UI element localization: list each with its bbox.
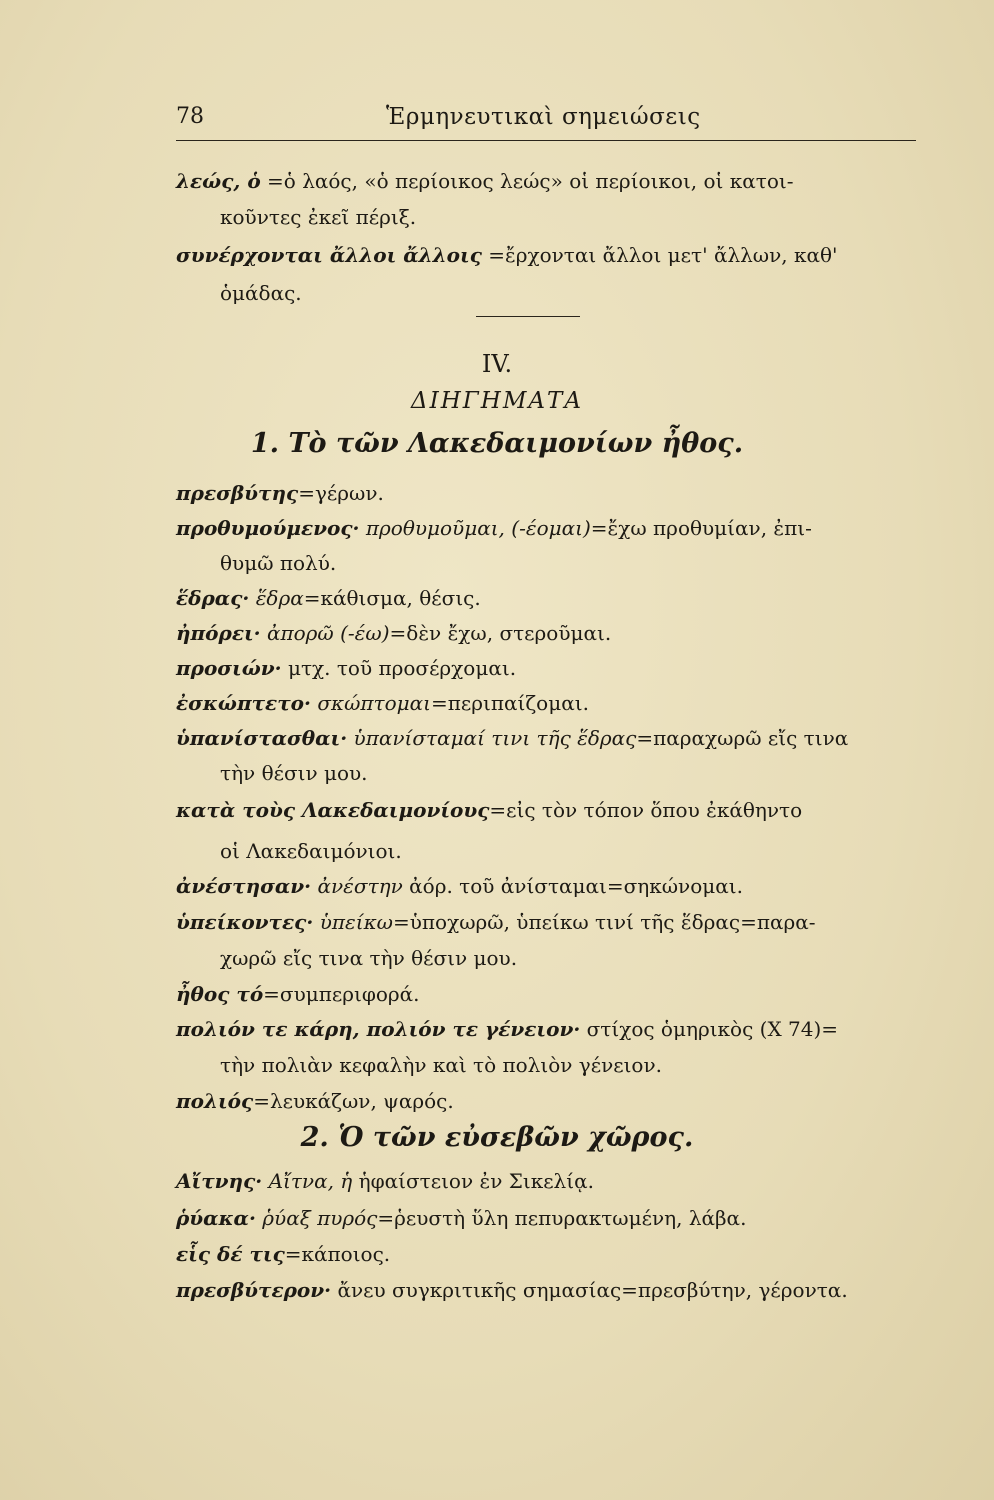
entry-form: ῥύαξ πυρός — [262, 1206, 378, 1230]
entry-text: =κάποιος. — [284, 1242, 391, 1266]
entry-text: =περιπαίζομαι. — [430, 691, 589, 715]
entry-text: =ὁ λαός, «ὁ περίοικος λεώς» οἱ περίοικοι, οἱ κατοι- — [267, 169, 794, 193]
entry-text: =ῥευστὴ ὕλη πεπυρακτωμένη, λάβα. — [377, 1206, 747, 1230]
entry-lemma: εἷς δέ τις — [176, 1242, 285, 1266]
entry-lemma: ἀνέστησαν· — [176, 874, 312, 898]
entry-lemma: προθυμούμενος· — [176, 516, 360, 540]
entry-form: προθυμοῦμαι, (-έομαι) — [365, 516, 591, 540]
entry-text: =δὲν ἔχω, στεροῦμαι. — [389, 621, 612, 645]
entry-text: κοῦντες ἐκεῖ πέριξ. — [220, 205, 417, 229]
entry-lemma: ἠπόρει· — [176, 621, 261, 645]
entry-form: σκώπτομαι — [317, 691, 431, 715]
entry-text: μτχ. τοῦ προσέρχομαι. — [287, 656, 517, 680]
entry-line — [176, 725, 848, 751]
entry-line — [176, 480, 384, 506]
entry-lemma: ἦθος τό — [176, 982, 264, 1006]
page-number: 78 — [176, 104, 204, 129]
entry-line — [176, 1016, 838, 1042]
page-header — [176, 104, 916, 144]
entry-line — [220, 838, 402, 864]
entry-text: ἀόρ. τοῦ ἀνίσταμαι=σηκώνομαι. — [409, 874, 743, 898]
entry-line — [176, 585, 481, 611]
entry-line — [220, 280, 302, 306]
entry-text: =λευκάζων, ψαρός. — [253, 1089, 454, 1113]
entry-line — [176, 1277, 848, 1303]
entry-line — [220, 1052, 662, 1078]
entry-line — [176, 1088, 454, 1114]
entry-lemma: Αἴτνης· — [176, 1169, 263, 1193]
entry-lemma: συνέρχονται ἄλλοι ἄλλοις — [176, 243, 482, 267]
entry-text: τὴν θέσιν μου. — [220, 761, 368, 785]
entry-line — [176, 981, 420, 1007]
entry-text: ἡφαίστειον ἐν Σικελίᾳ. — [358, 1169, 594, 1193]
entry-text: ὁμάδας. — [220, 281, 302, 305]
entry-line — [176, 797, 802, 823]
entry-text: =κάθισμα, θέσις. — [303, 586, 481, 610]
entry-text: =συμπεριφορά. — [263, 982, 420, 1006]
entry-text: τὴν πολιὰν κεφαλὴν καὶ τὸ πολιὸν γένειον. — [220, 1053, 662, 1077]
section-title: ΔΙΗΓΗΜΑΤΑ — [411, 388, 583, 414]
entry-lemma: πρεσβύτερον· — [176, 1278, 332, 1302]
section-divider — [476, 316, 580, 317]
entry-lemma: προσιών· — [176, 656, 282, 680]
entry-form: ὑπείκω — [319, 910, 393, 934]
entry-line — [220, 760, 368, 786]
entry-form: ἀπορῶ (-έω) — [266, 621, 390, 645]
entry-lemma: κατὰ τοὺς Λακεδαιμονίους — [176, 798, 490, 822]
entry-text: =ἔχω προθυμίαν, ἐπι- — [590, 516, 812, 540]
entry-text: =ὑποχωρῶ, ὑπείκω τινί τῆς ἕδρας=παρα- — [393, 910, 816, 934]
entry-form: ἕδρα — [255, 586, 304, 610]
entry-line — [176, 690, 589, 716]
entry-line — [220, 204, 416, 230]
entry-lemma: ὑπανίστασθαι· — [176, 726, 348, 750]
entry-form: ὑπανίσταμαί τινι τῆς ἕδρας — [353, 726, 637, 750]
entry-form: ἀνέστην — [317, 874, 403, 898]
entry-text: χωρῶ εἴς τινα τὴν θέσιν μου. — [220, 946, 518, 970]
entry-text: =παραχωρῶ εἴς τινα — [636, 726, 849, 750]
entry-line — [176, 655, 516, 681]
entry-line — [220, 550, 336, 576]
entry-lemma: ῥύακα· — [176, 1206, 256, 1230]
story-title: 1. Τὸ τῶν Λακεδαιμονίων ἦθος. — [250, 428, 744, 459]
entry-line — [176, 1241, 390, 1267]
entry-lemma: ἐσκώπτετο· — [176, 691, 311, 715]
entry-line — [176, 620, 611, 646]
section-number: IV. — [481, 350, 513, 378]
entry-line — [176, 873, 743, 899]
entry-line — [176, 1205, 746, 1231]
entry-text: =γέρων. — [298, 481, 384, 505]
story-title: 2. Ὁ τῶν εὐσεβῶν χῶρος. — [300, 1122, 694, 1153]
header-rule — [176, 140, 916, 141]
entry-lemma: ὑπείκοντες· — [176, 910, 314, 934]
entry-text: οἱ Λακεδαιμόνιοι. — [220, 839, 402, 863]
entry-line — [176, 168, 793, 194]
entry-line — [176, 515, 812, 541]
entry-lemma: λεώς, ὁ — [176, 169, 261, 193]
entry-line — [176, 1168, 594, 1194]
entry-text: θυμῶ πολύ. — [220, 551, 337, 575]
entry-line — [220, 945, 517, 971]
running-title: Ἑρμηνευτικαὶ σημειώσεις — [386, 104, 701, 130]
entry-lemma: πρεσβύτης — [176, 481, 299, 505]
entry-lemma: πολιόν τε κάρη, πολιόν τε γένειον· — [176, 1017, 581, 1041]
entry-text: =εἰς τὸν τόπον ὅπου ἐκάθηντο — [489, 798, 803, 822]
entry-line — [176, 242, 838, 268]
entry-text: στίχος ὁμηρικὸς (Χ 74)= — [586, 1017, 839, 1041]
entry-line — [176, 909, 816, 935]
entry-lemma: ἕδρας· — [176, 586, 250, 610]
entry-lemma: πολιός — [176, 1089, 254, 1113]
entry-text: =ἔρχονται ἄλλοι μετ' ἄλλων, καθ' — [488, 243, 838, 267]
entry-text: ἄνευ συγκριτικῆς σημασίας=πρεσβύτην, γέροντα. — [337, 1278, 848, 1302]
entry-form: Αἴτνα, ἡ — [268, 1169, 353, 1193]
